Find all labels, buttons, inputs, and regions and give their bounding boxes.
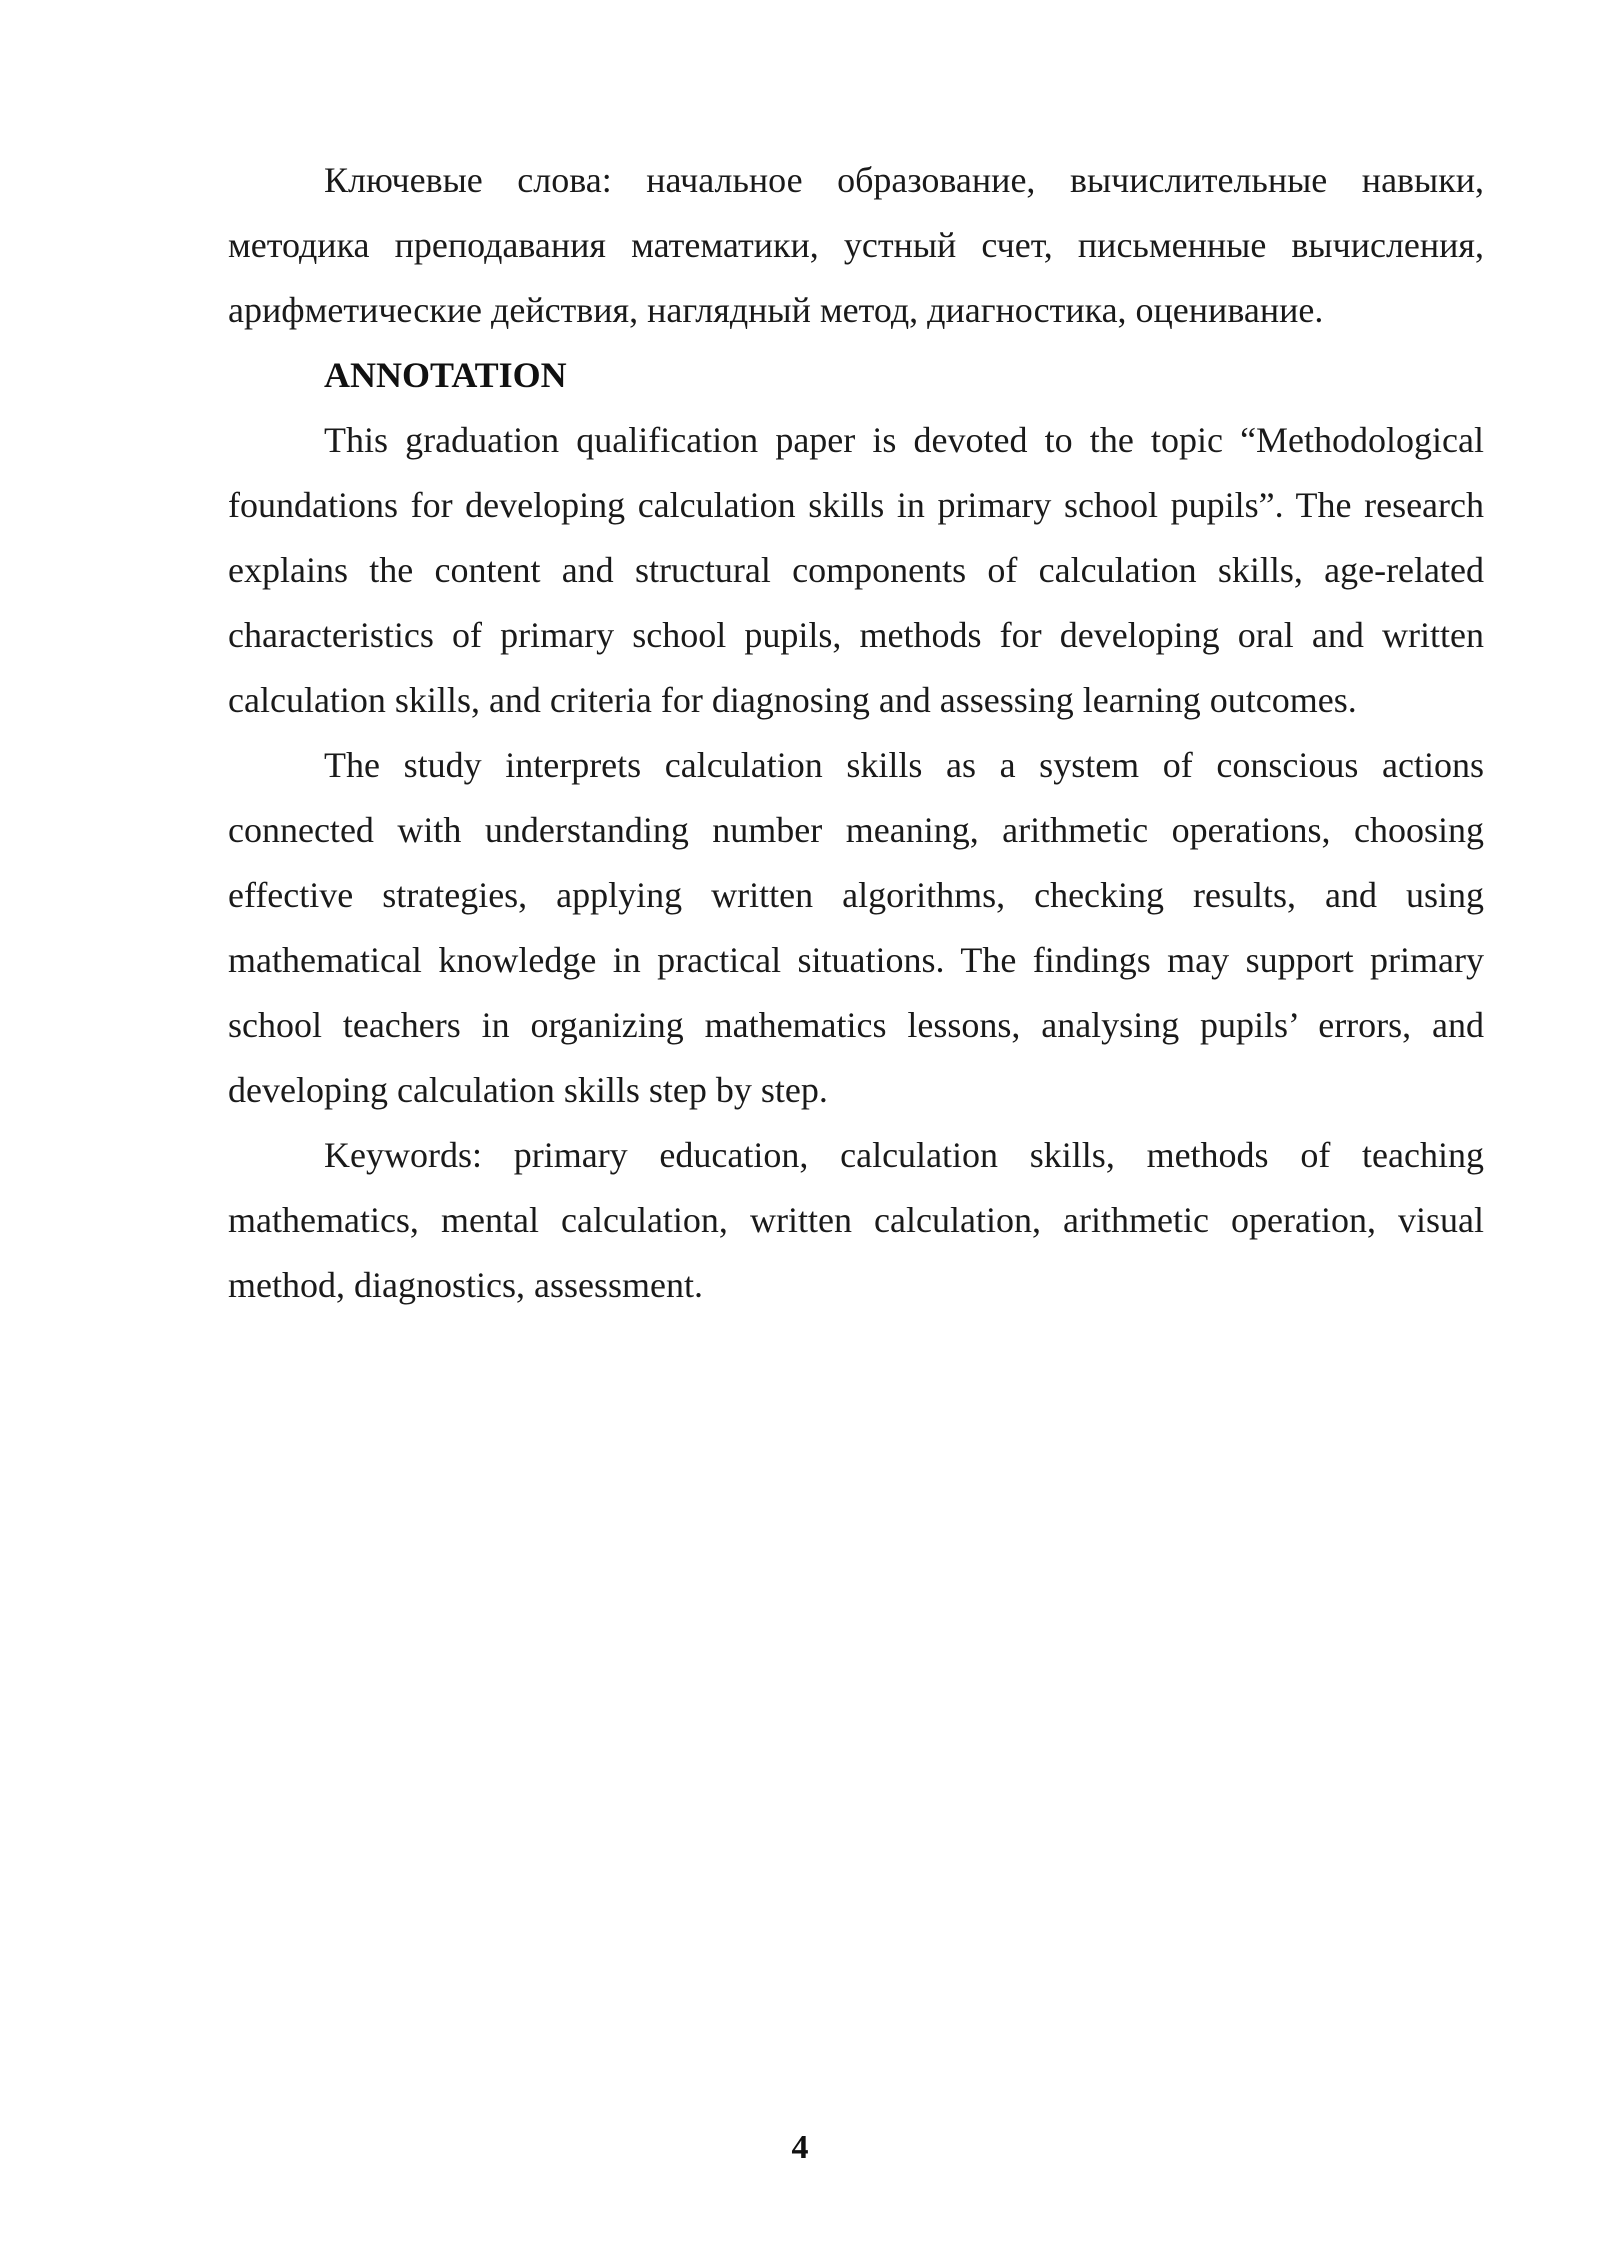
annotation-heading: ANNOTATION xyxy=(324,355,567,395)
annotation-paragraph-1: This graduation qualification paper is devoted to the topic “Methodological foundations for developing calculation skills in primary school pupils”. The research explains the content and structural components of calculation skills, age-related characteristics of primary school pupils, methods for developing oral and written calculation skills, and criteria for diagnosing and assessing learning outcomes. xyxy=(228,420,1484,720)
keywords-english-paragraph: Keywords: primary education, calculation skills, methods of teaching mathematics, mental calculation, written calculation, arithmetic operation, visual method, diagnostics, assessment. xyxy=(228,1135,1484,1305)
page-number: 4 xyxy=(791,2129,809,2166)
keywords-russian-paragraph: Ключевые слова: начальное образование, вычислительные навыки, методика преподавания математики, устный счет, письменные вычисления, арифметические действия, наглядный метод, диагностика, оценивание. xyxy=(228,160,1484,330)
page-body xyxy=(228,148,1484,1318)
annotation-paragraph-2: The study interprets calculation skills as a system of conscious actions connected with understanding number meaning, arithmetic operations, choosing effective strategies, applying written algorithms, checking results, and using mathematical knowledge in practical situations. The findings may support primary school teachers in organizing mathematics lessons, analysing pupils’ errors, and developing calculation skills step by step. xyxy=(228,745,1484,1110)
